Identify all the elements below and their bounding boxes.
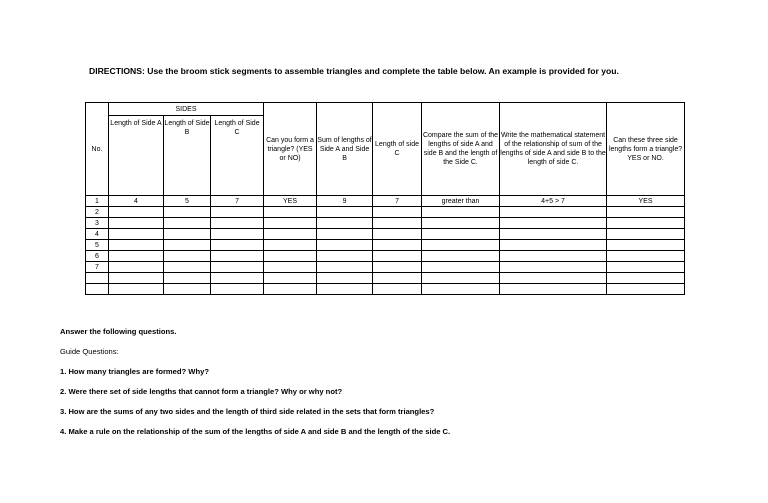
header-sides-group: SIDES xyxy=(109,103,264,116)
compare-cell xyxy=(422,284,500,295)
header-compare: Compare the sum of the lengths of side A and side B and the length of the Side C. xyxy=(422,103,500,196)
compare-cell xyxy=(422,262,500,273)
side-a-cell: 4 xyxy=(109,196,164,207)
statement-cell xyxy=(500,262,607,273)
row-number xyxy=(86,273,109,284)
side-c-cell xyxy=(211,284,264,295)
side-a-cell xyxy=(109,273,164,284)
sum-ab-cell xyxy=(317,207,373,218)
statement-cell xyxy=(500,284,607,295)
answer-cell xyxy=(607,262,685,273)
side-a-cell xyxy=(109,262,164,273)
side-c-cell xyxy=(211,240,264,251)
header-side-a: Length of Side A xyxy=(109,116,164,196)
table-row xyxy=(86,207,685,218)
sum-ab-cell: 9 xyxy=(317,196,373,207)
can-form-cell xyxy=(264,251,317,262)
compare-cell xyxy=(422,207,500,218)
table-row xyxy=(86,240,685,251)
answer-cell xyxy=(607,240,685,251)
statement-cell xyxy=(500,229,607,240)
row-number: 7 xyxy=(86,262,109,273)
length-c-cell xyxy=(373,251,422,262)
side-b-cell xyxy=(164,273,211,284)
side-a-cell xyxy=(109,218,164,229)
question-2: 2. Were there set of side lengths that cannot form a triangle? Why or why not? xyxy=(60,387,343,396)
length-c-cell xyxy=(373,262,422,273)
side-c-cell xyxy=(211,262,264,273)
sum-ab-cell xyxy=(317,284,373,295)
table-row xyxy=(86,284,685,295)
sum-ab-cell xyxy=(317,273,373,284)
compare-cell xyxy=(422,240,500,251)
side-c-cell xyxy=(211,218,264,229)
table-row xyxy=(86,196,685,207)
side-b-cell xyxy=(164,229,211,240)
can-form-cell xyxy=(264,218,317,229)
header-side-b: Length of Side B xyxy=(164,116,211,196)
row-number: 3 xyxy=(86,218,109,229)
header-can-form: Can you form a triangle? (YES or NO) xyxy=(264,103,317,196)
header-can-these: Can these three side lengths form a triangle? YES or NO. xyxy=(607,103,685,196)
statement-cell xyxy=(500,207,607,218)
row-number: 6 xyxy=(86,251,109,262)
side-c-cell: 7 xyxy=(211,196,264,207)
can-form-cell xyxy=(264,262,317,273)
table-row xyxy=(86,218,685,229)
can-form-cell xyxy=(264,273,317,284)
side-b-cell xyxy=(164,218,211,229)
answer-cell xyxy=(607,218,685,229)
compare-cell: greater than xyxy=(422,196,500,207)
answer-cell xyxy=(607,207,685,218)
side-c-cell xyxy=(211,273,264,284)
question-4: 4. Make a rule on the relationship of the sum of the lengths of side A and side B and the length of the side C. xyxy=(60,427,451,436)
answer-cell xyxy=(607,273,685,284)
statement-cell xyxy=(500,251,607,262)
side-c-cell xyxy=(211,229,264,240)
question-1: 1. How many triangles are formed? Why? xyxy=(60,367,209,376)
length-c-cell xyxy=(373,273,422,284)
side-c-cell xyxy=(211,251,264,262)
side-c-cell xyxy=(211,207,264,218)
side-b-cell xyxy=(164,240,211,251)
question-3: 3. How are the sums of any two sides and the length of third side related in the sets that form triangles? xyxy=(60,407,435,416)
statement-cell xyxy=(500,240,607,251)
table-row xyxy=(86,251,685,262)
sum-ab-cell xyxy=(317,218,373,229)
side-b-cell xyxy=(164,284,211,295)
side-b-cell xyxy=(164,207,211,218)
side-a-cell xyxy=(109,240,164,251)
header-side-c: Length of Side C xyxy=(211,116,264,196)
header-no: No. xyxy=(86,103,109,196)
compare-cell xyxy=(422,251,500,262)
side-b-cell xyxy=(164,251,211,262)
can-form-cell: YES xyxy=(264,196,317,207)
answer-cell xyxy=(607,251,685,262)
row-number: 4 xyxy=(86,229,109,240)
side-a-cell xyxy=(109,229,164,240)
can-form-cell xyxy=(264,284,317,295)
statement-cell xyxy=(500,218,607,229)
guide-questions-label: Guide Questions: xyxy=(60,347,119,356)
table-row xyxy=(86,229,685,240)
length-c-cell: 7 xyxy=(373,196,422,207)
header-sum-ab: Sum of lengths of Side A and Side B xyxy=(317,103,373,196)
row-number: 1 xyxy=(86,196,109,207)
side-b-cell: 5 xyxy=(164,196,211,207)
side-a-cell xyxy=(109,207,164,218)
compare-cell xyxy=(422,218,500,229)
header-relationship: Write the mathematical statement of the relationship of sum of the lengths of side A and side B to the length of side C. xyxy=(500,103,607,196)
table-row xyxy=(86,273,685,284)
sum-ab-cell xyxy=(317,251,373,262)
answer-cell xyxy=(607,229,685,240)
answer-cell xyxy=(607,284,685,295)
statement-cell xyxy=(500,273,607,284)
compare-cell xyxy=(422,273,500,284)
triangle-table xyxy=(85,102,685,295)
sum-ab-cell xyxy=(317,229,373,240)
can-form-cell xyxy=(264,207,317,218)
length-c-cell xyxy=(373,218,422,229)
row-number xyxy=(86,284,109,295)
side-b-cell xyxy=(164,262,211,273)
length-c-cell xyxy=(373,240,422,251)
statement-cell: 4+5 > 7 xyxy=(500,196,607,207)
can-form-cell xyxy=(264,240,317,251)
questions-intro: Answer the following questions. xyxy=(60,327,177,336)
sum-ab-cell xyxy=(317,240,373,251)
length-c-cell xyxy=(373,229,422,240)
row-number: 5 xyxy=(86,240,109,251)
side-a-cell xyxy=(109,251,164,262)
directions-text: DIRECTIONS: Use the broom stick segments to assemble triangles and complete the table below. An example is provided for you. xyxy=(89,66,619,76)
side-a-cell xyxy=(109,284,164,295)
length-c-cell xyxy=(373,284,422,295)
header-length-c: Length of side C xyxy=(373,103,422,196)
sum-ab-cell xyxy=(317,262,373,273)
compare-cell xyxy=(422,229,500,240)
row-number: 2 xyxy=(86,207,109,218)
table-row xyxy=(86,262,685,273)
answer-cell: YES xyxy=(607,196,685,207)
length-c-cell xyxy=(373,207,422,218)
can-form-cell xyxy=(264,229,317,240)
